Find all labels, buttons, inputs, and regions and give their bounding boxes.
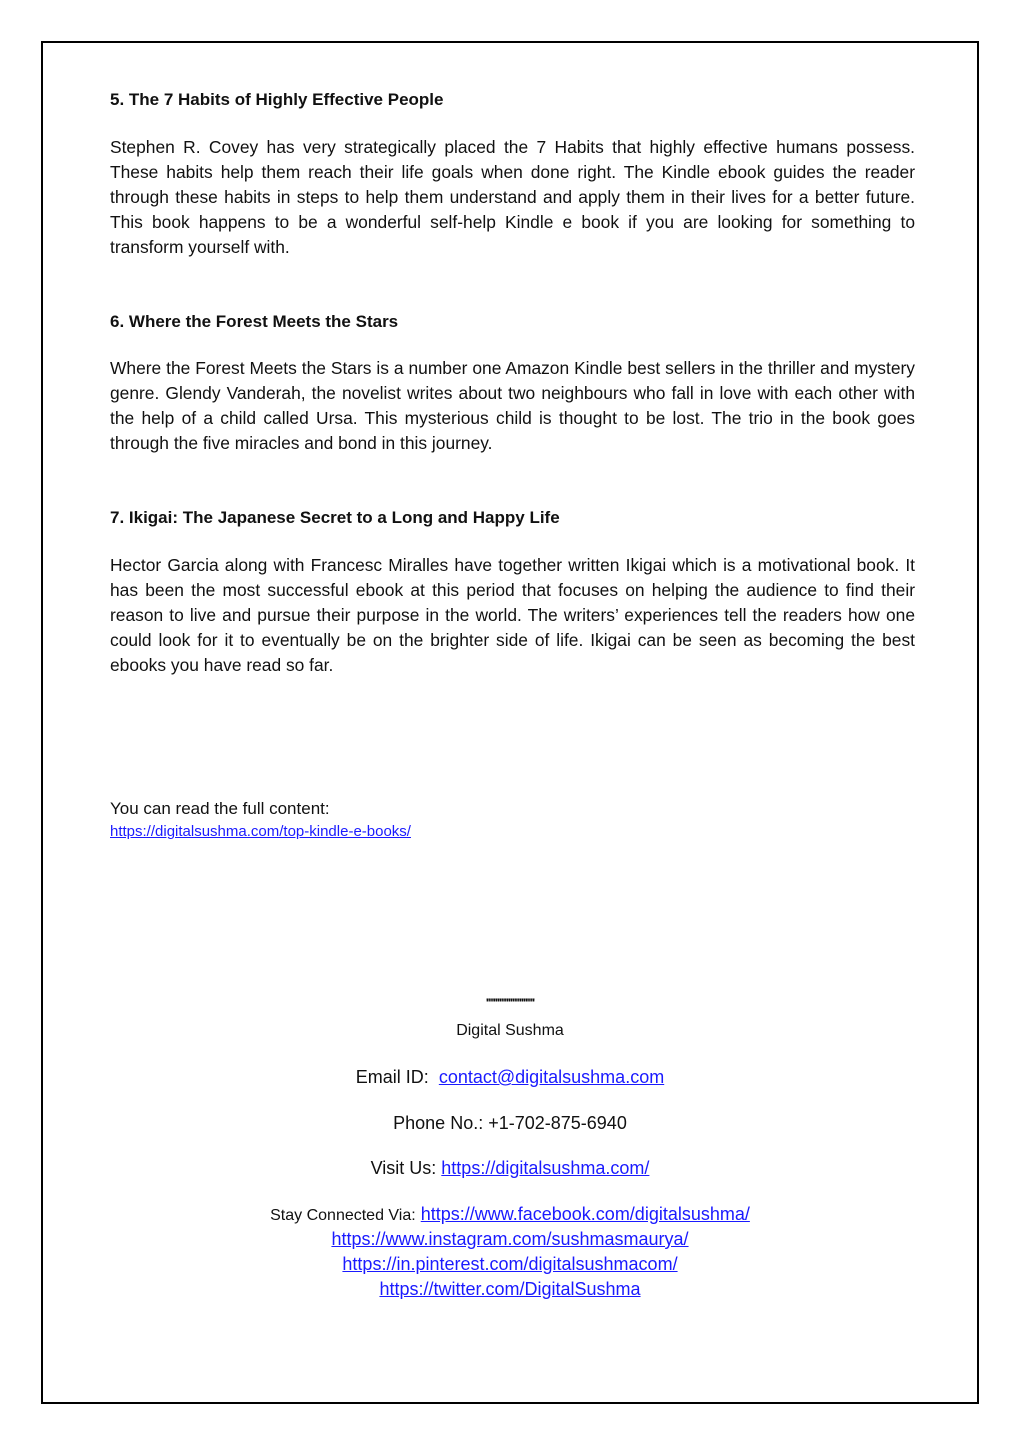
instagram-line [41, 1227, 979, 1252]
email-line [41, 1065, 979, 1089]
section-body-ikigai: Hector Garcia along with Francesc Miralles have together written Ikigai which is a motivational book. It has been the most successful ebook at this period that focuses on helping the audience to find their reason to live and pursue their purpose in the world. The writers’ experiences tell the readers how one could look for it to eventually be on the brighter side of life. Ikigai can be seen as becoming the best ebooks you have read so far. [110, 555, 915, 675]
pinterest-link[interactable]: https://in.pinterest.com/digitalsushmacom/ [342, 1254, 678, 1274]
pinterest-line [41, 1252, 979, 1277]
footer-separator: '''''''''''''''''''''''''' [485, 996, 535, 1010]
instagram-link[interactable]: https://www.instagram.com/sushmasmaurya/ [331, 1229, 689, 1249]
twitter-line [41, 1277, 979, 1302]
footer-brand: Digital Sushma [456, 1022, 564, 1039]
twitter-link[interactable]: https://twitter.com/DigitalSushma [379, 1279, 641, 1299]
readmore-link[interactable]: https://digitalsushma.com/top-kindle-e-books/ [110, 823, 411, 840]
facebook-link[interactable]: https://www.facebook.com/digitalsushma/ [420, 1204, 750, 1224]
stay-connected-label: Stay Connected Via: [270, 1207, 416, 1224]
email-label: Email ID: [355, 1067, 429, 1087]
section-title-7-habits: 5. The 7 Habits of Highly Effective People [110, 90, 444, 109]
phone-label: Phone No.: [393, 1113, 484, 1133]
section-body-forest-stars: Where the Forest Meets the Stars is a number one Amazon Kindle best sellers in the thriller and mystery genre. Glendy Vanderah, the novelist writes about two neighbours who fall in love with each other with the help of a child called Ursa. This mysterious child is thought to be lost. The trio in the book goes through the five miracles and bond in this journey. [110, 358, 915, 453]
section-title-forest-stars: 6. Where the Forest Meets the Stars [110, 312, 399, 331]
section-body-7-habits: Stephen R. Covey has very strategically placed the 7 Habits that highly effective humans possess. These habits help them reach their life goals when done right. The Kindle ebook guides the reader through these habits in steps to help them understand and apply them in their lives for a better future. This book happens to be a wonderful self-help Kindle e book if you are looking for something to transform yourself with. [110, 137, 915, 257]
stay-connected-line [41, 1202, 979, 1228]
visit-label: Visit Us: [370, 1158, 437, 1178]
visit-line [41, 1156, 979, 1180]
readmore-label: You can read the full content: [110, 799, 330, 818]
section-title-ikigai: 7. Ikigai: The Japanese Secret to a Long and Happy Life [110, 508, 560, 527]
phone-line [41, 1111, 979, 1135]
visit-link[interactable]: https://digitalsushma.com/ [441, 1158, 650, 1178]
phone-number: +1-702-875-6940 [488, 1113, 627, 1133]
email-link[interactable]: contact@digitalsushma.com [438, 1067, 665, 1087]
